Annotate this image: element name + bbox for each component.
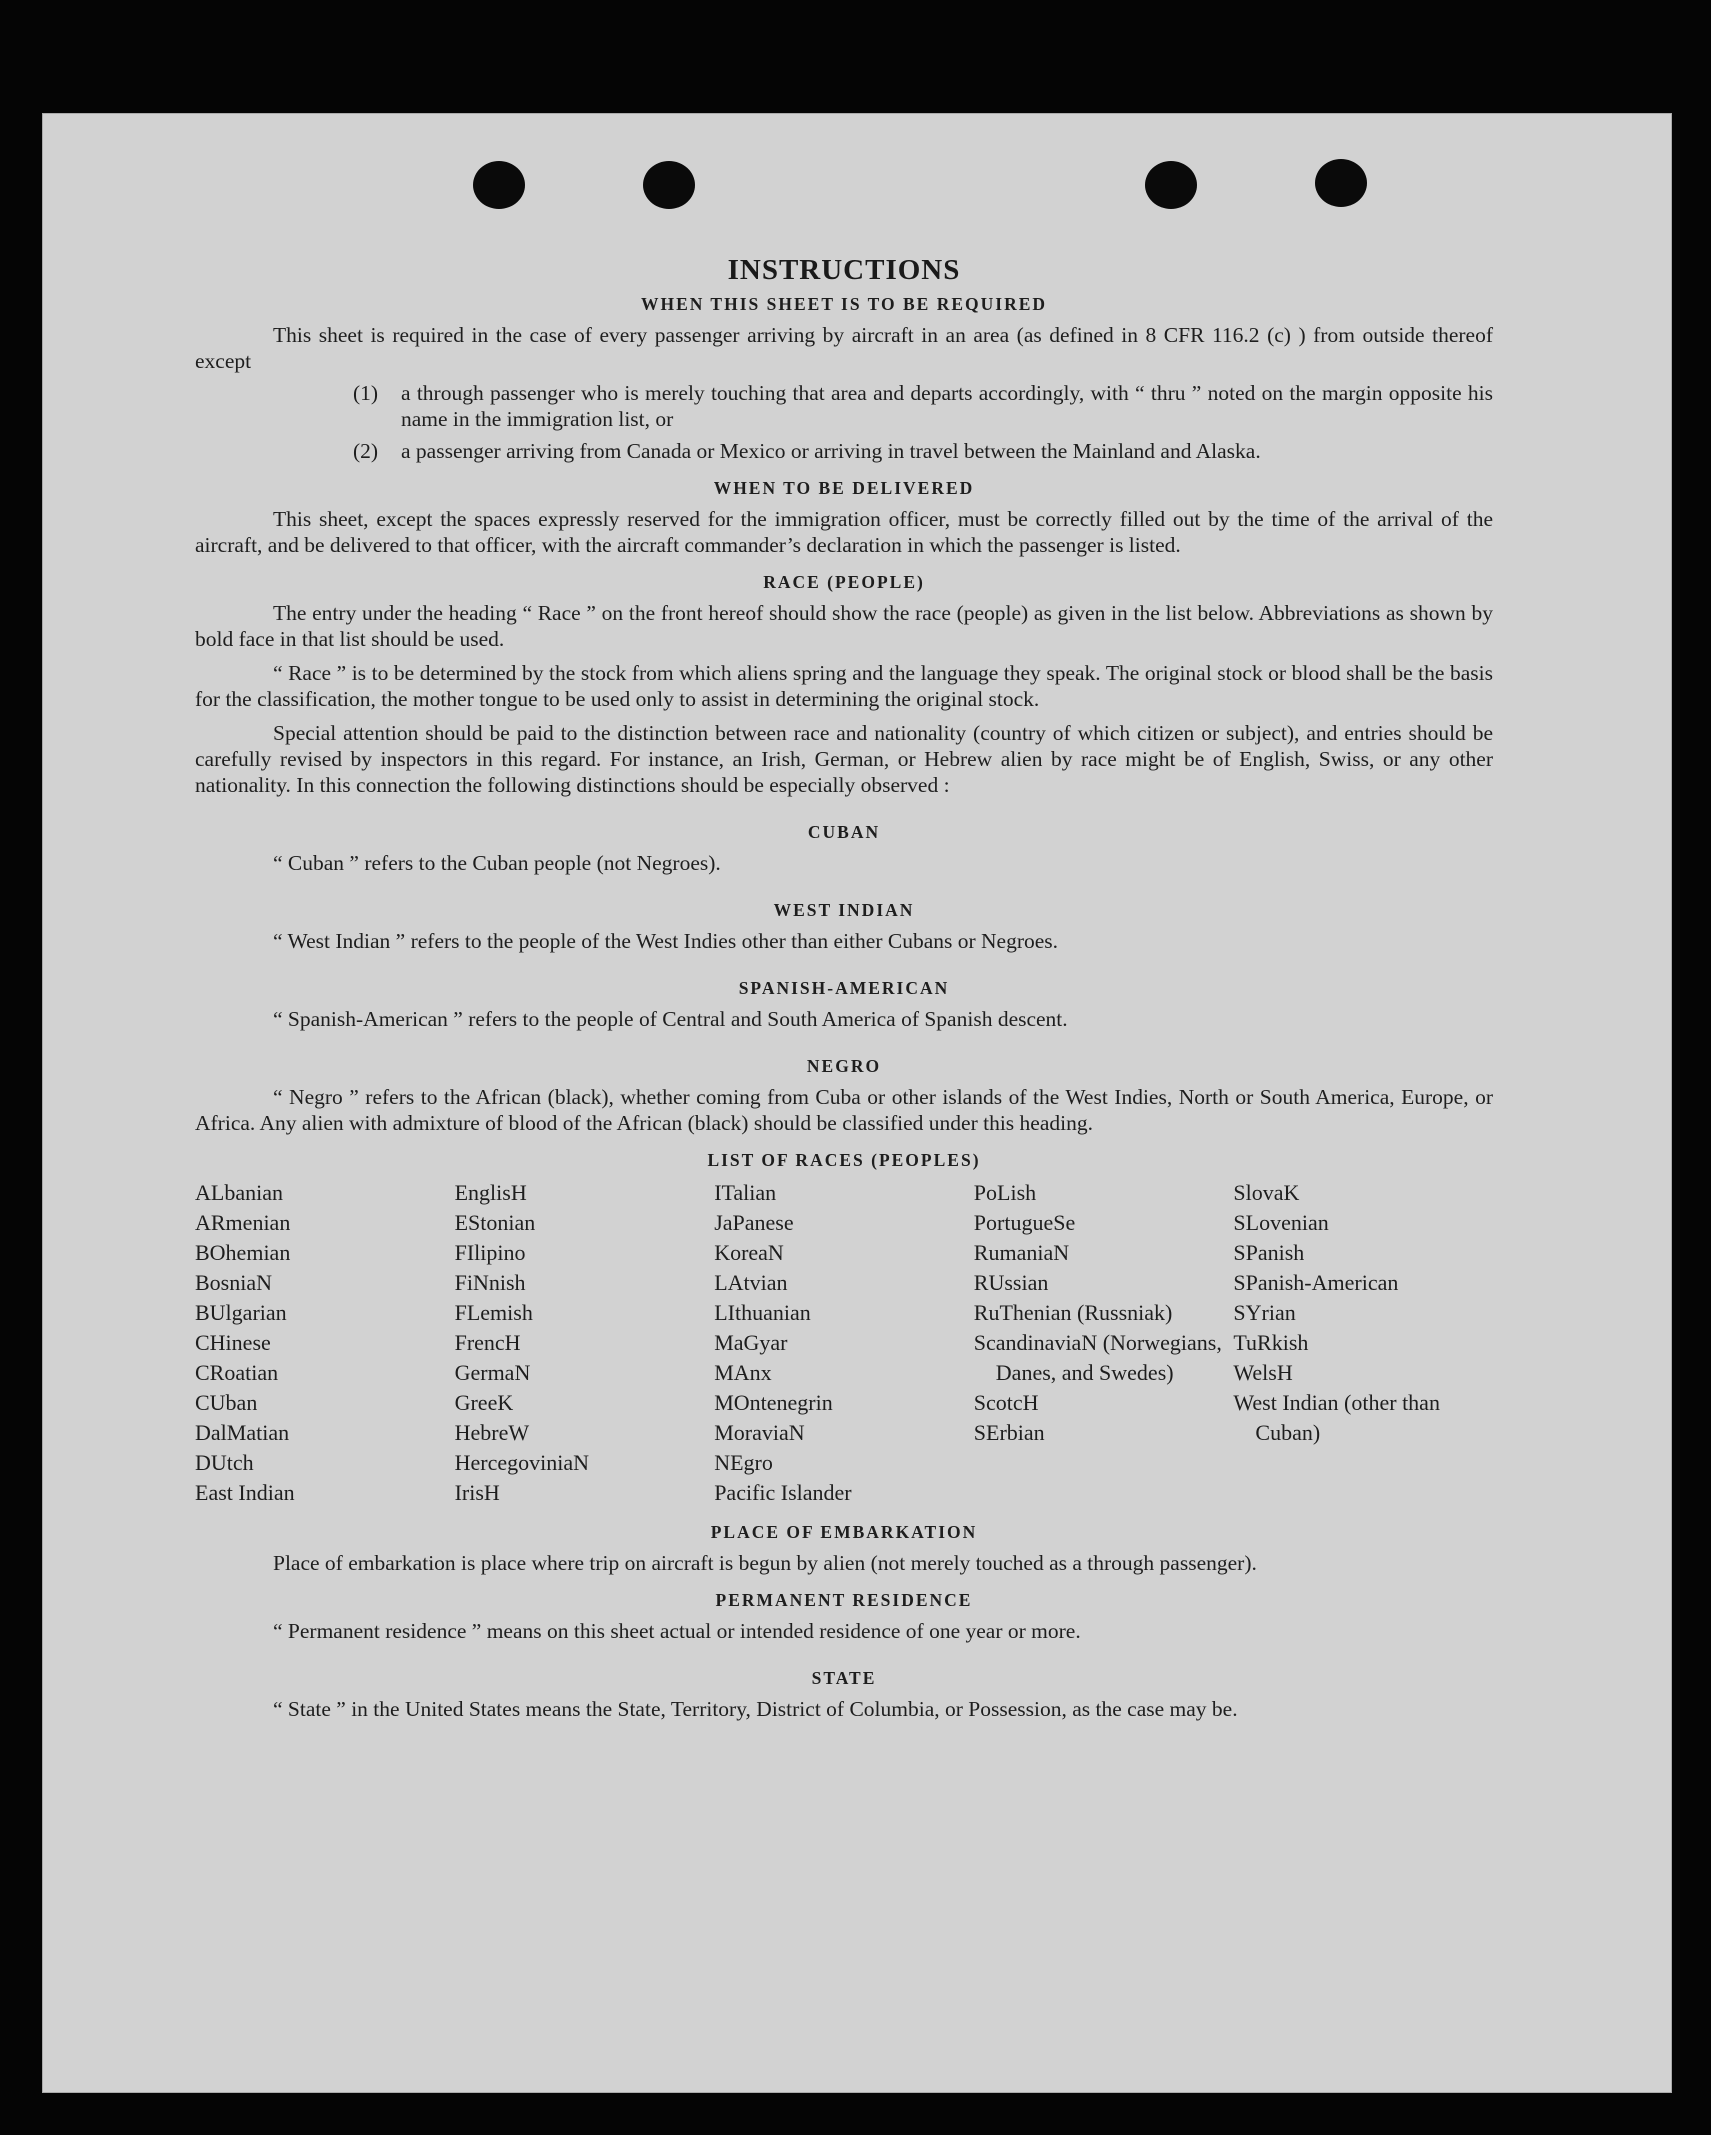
race-entry: East Indian — [195, 1480, 295, 1505]
race-entry: PoLish — [973, 1180, 1037, 1205]
race-entry: ScandinaviaN (Norwegians, Danes, and Swedes) — [973, 1330, 1222, 1385]
race-entry: MoraviaN — [714, 1420, 805, 1445]
races-column — [974, 1178, 1234, 1508]
race-entry: FIlipino — [454, 1240, 526, 1265]
race-entry: DalMatian — [195, 1420, 290, 1445]
west-indian-text: “ West Indian ” refers to the people of the West Indies other than either Cubans or Negroes. — [273, 929, 1059, 953]
race-entry: SYrian — [1233, 1300, 1296, 1325]
race-entry: ScotcH — [973, 1390, 1039, 1415]
race-entry: SlovaK — [1233, 1180, 1300, 1205]
punch-hole — [1145, 161, 1197, 209]
race-entry: RUssian — [973, 1270, 1049, 1295]
race-paragraph: The entry under the heading “ Race ” on the front hereof should show the race (people) as given in the list below. Abbreviations as shown by bold face in that list should be used. — [195, 601, 1493, 651]
punch-hole — [473, 161, 525, 209]
race-entry: FrencH — [454, 1330, 521, 1355]
race-entry: ALbanian — [195, 1180, 283, 1205]
race-entry: DUtch — [195, 1450, 254, 1475]
race-entry: CUban — [195, 1390, 258, 1415]
race-entry: KoreaN — [714, 1240, 784, 1265]
punch-hole — [1315, 159, 1367, 207]
race-entry: SErbian — [973, 1420, 1045, 1445]
page-title: INSTRUCTIONS — [727, 254, 961, 286]
race-entry: PortugueSe — [973, 1210, 1076, 1235]
race-entry: TuRkish — [1233, 1330, 1309, 1355]
race-entry: CRoatian — [195, 1360, 279, 1385]
race-entry: EnglisH — [454, 1180, 527, 1205]
cuban-text: “ Cuban ” refers to the Cuban people (not Negroes). — [273, 851, 721, 875]
race-entry: NEgro — [714, 1450, 773, 1475]
race-entry: IrisH — [454, 1480, 500, 1505]
race-entry: MAnx — [714, 1360, 772, 1385]
races-column — [714, 1178, 974, 1508]
section-heading-negro: NEGRO — [806, 1056, 882, 1076]
race-entry: FLemish — [454, 1300, 533, 1325]
races-list — [195, 1178, 1493, 1508]
race-entry: BUlgarian — [195, 1300, 287, 1325]
section-heading-when-required: WHEN THIS SHEET IS TO BE REQUIRED — [640, 294, 1048, 314]
document-sheet — [42, 113, 1672, 2093]
item-text: a passenger arriving from Canada or Mexico or arriving in travel between the Mainland and Alaska. — [401, 439, 1261, 463]
race-entry: BOhemian — [195, 1240, 291, 1265]
item-text: a through passenger who is merely touching that area and departs accordingly, with “ thru ” noted on the margin opposite his name in the immigration list, or — [401, 381, 1493, 431]
race-entry: MOntenegrin — [714, 1390, 833, 1415]
section-heading-list-of-races: LIST OF RACES (PEOPLES) — [707, 1150, 981, 1170]
race-entry: HercegoviniaN — [454, 1450, 589, 1475]
item-number: (1) — [353, 381, 379, 405]
section-heading-spanish-american: SPANISH-AMERICAN — [738, 978, 950, 998]
when-required-intro: This sheet is required in the case of every passenger arriving by aircraft in an area (as defined in 8 CFR 116.2 (c) ) from outside thereof except — [195, 323, 1493, 373]
embarkation-text: Place of embarkation is place where trip on aircraft is begun by alien (not merely touched as a through passenger). — [273, 1551, 1257, 1575]
race-paragraph: “ Race ” is to be determined by the stock from which aliens spring and the language they speak. The original stock or blood shall be the basis for the classification, the mother tongue to be used only to assist in determining the original stock. — [195, 661, 1493, 711]
race-entry: West Indian (other than Cuban) — [1233, 1390, 1440, 1445]
race-entry: RumaniaN — [973, 1240, 1070, 1265]
spanish-american-text: “ Spanish-American ” refers to the people of Central and South America of Spanish descent. — [273, 1007, 1068, 1031]
section-heading-embarkation: PLACE OF EMBARKATION — [710, 1522, 978, 1542]
state-text: “ State ” in the United States means the State, Territory, District of Columbia, or Possession, as the case may be. — [273, 1697, 1238, 1721]
punch-hole — [643, 161, 695, 209]
race-entry: Pacific Islander — [714, 1480, 852, 1505]
negro-text: “ Negro ” refers to the African (black), whether coming from Cuba or other islands of the West Indies, North or South America, Europe, or Africa. Any alien with admixture of blood of the African (black) should be classified under this heading. — [195, 1085, 1493, 1135]
race-entry: GreeK — [454, 1390, 514, 1415]
race-entry: SPanish-American — [1233, 1270, 1399, 1295]
section-heading-when-delivered: WHEN TO BE DELIVERED — [713, 478, 975, 498]
section-heading-state: STATE — [811, 1668, 877, 1688]
race-paragraph: Special attention should be paid to the distinction between race and nationality (country of which citizen or subject), and entries should be carefully revised by inspectors in this regard. For instance, an Irish, German, or Hebrew alien by race might be of English, Swiss, or any other nationality. In this connection the following distinctions should be especially observed : — [195, 721, 1493, 797]
list-item — [353, 438, 1493, 464]
races-column — [455, 1178, 715, 1508]
race-entry: BosniaN — [195, 1270, 272, 1295]
race-entry: JaPanese — [714, 1210, 794, 1235]
races-column — [195, 1178, 455, 1508]
section-heading-race: RACE (PEOPLE) — [763, 572, 925, 592]
race-entry: SLovenian — [1233, 1210, 1329, 1235]
residence-text: “ Permanent residence ” means on this sheet actual or intended residence of one year or more. — [273, 1619, 1081, 1643]
race-entry: LAtvian — [714, 1270, 788, 1295]
instructions-content — [195, 250, 1493, 1722]
race-entry: RuThenian (Russniak) — [973, 1300, 1173, 1325]
list-item — [353, 380, 1493, 432]
race-entry: WelsH — [1233, 1360, 1293, 1385]
when-delivered-text: This sheet, except the spaces expressly reserved for the immigration officer, must be correctly filled out by the time of the arrival of the aircraft, and be delivered to that officer, with the aircraft commander’s declaration in which the passenger is listed. — [195, 507, 1493, 557]
race-entry: SPanish — [1233, 1240, 1305, 1265]
race-entry: HebreW — [454, 1420, 530, 1445]
race-entry: FiNnish — [454, 1270, 526, 1295]
section-heading-residence: PERMANENT RESIDENCE — [715, 1590, 973, 1610]
section-heading-cuban: CUBAN — [807, 822, 881, 842]
race-entry: CHinese — [195, 1330, 271, 1355]
item-number: (2) — [353, 439, 379, 463]
races-column — [1233, 1178, 1493, 1508]
race-entry: ARmenian — [195, 1210, 291, 1235]
race-entry: GermaN — [454, 1360, 531, 1385]
race-entry: LIthuanian — [714, 1300, 811, 1325]
section-heading-west-indian: WEST INDIAN — [773, 900, 915, 920]
race-entry: ITalian — [714, 1180, 777, 1205]
race-entry: MaGyar — [714, 1330, 788, 1355]
race-entry: EStonian — [454, 1210, 536, 1235]
